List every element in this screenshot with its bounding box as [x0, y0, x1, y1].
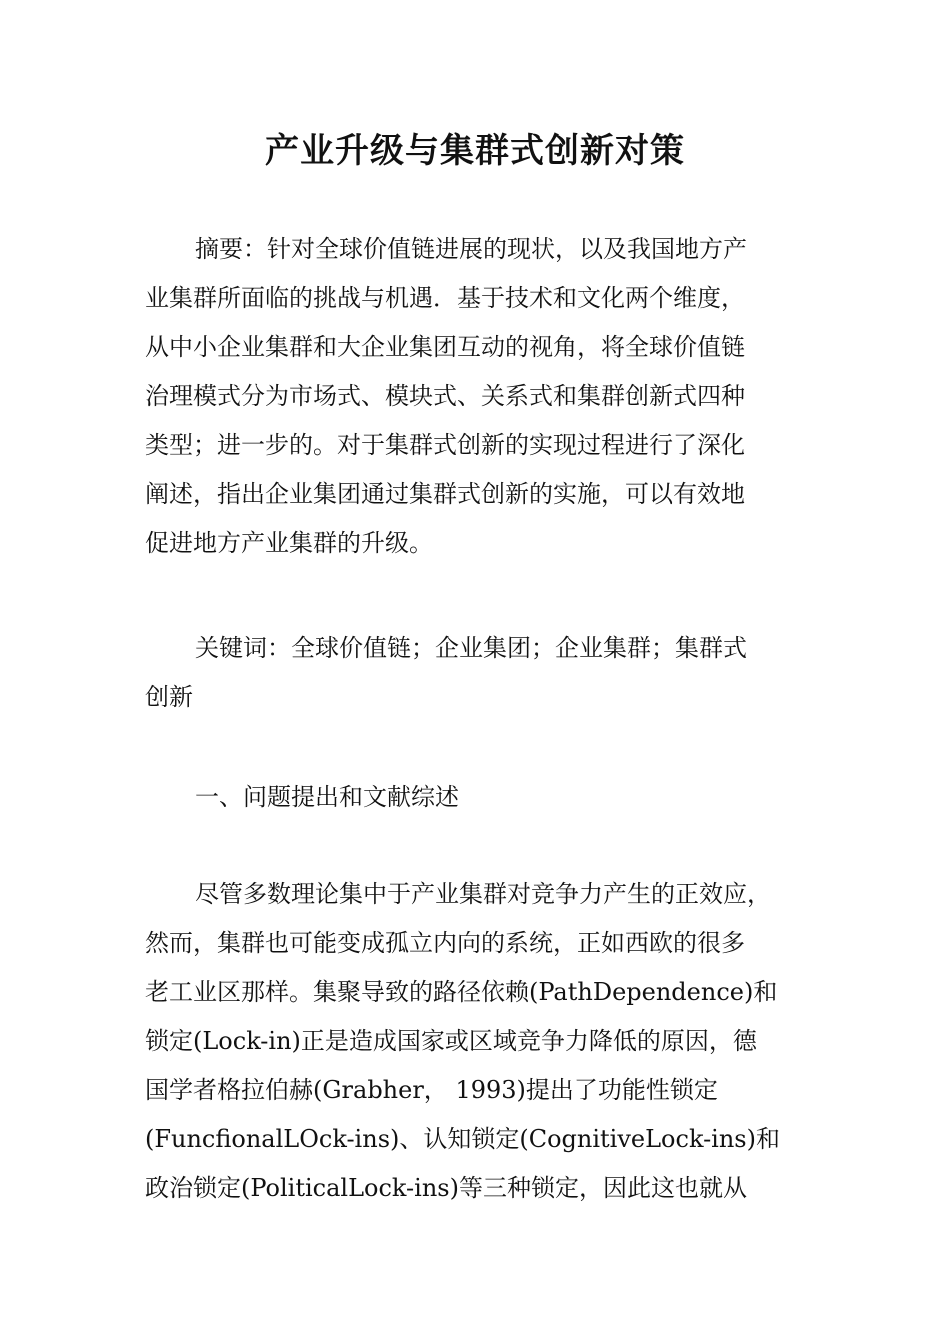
- abstract-line: 类型；进一步的。对于集群式创新的实现过程进行了深化: [145, 431, 745, 459]
- page-title: 产业升级与集群式创新对策: [265, 131, 685, 171]
- paragraph-line: 国学者格拉伯赫(Grabher， 1993)提出了功能性锁定: [145, 1076, 718, 1104]
- abstract-line: 从中小企业集群和大企业集团互动的视角，将全球价值链: [145, 333, 745, 361]
- section-heading: [145, 773, 810, 822]
- keywords-line: 创新: [145, 683, 193, 711]
- paragraph-line: (FuncfionalLOck-ins)、认知锁定(CognitiveLock-ins)和: [145, 1125, 780, 1153]
- section-paragraph: [145, 870, 810, 1213]
- abstract-line: 治理模式分为市场式、模块式、关系式和集群创新式四种: [145, 382, 745, 410]
- paragraph-line: 然而，集群也可能变成孤立内向的系统，正如西欧的很多: [145, 929, 745, 957]
- paragraph-line: 锁定(Lock-in)正是造成国家或区域竞争力降低的原因，德: [145, 1027, 757, 1055]
- abstract-line: 业集群所面临的挑战与机遇．基于技术和文化两个维度，: [145, 284, 745, 312]
- paragraph-line: 老工业区那样。集聚导致的路径依赖(PathDependence)和: [145, 978, 778, 1006]
- abstract-line: 促进地方产业集群的升级。: [145, 529, 433, 557]
- keywords-paragraph: [145, 624, 810, 722]
- abstract-line: 阐述，指出企业集团通过集群式创新的实施，可以有效地: [145, 480, 745, 508]
- keywords-line: 关键词：全球价值链；企业集团；企业集群；集群式: [195, 634, 747, 662]
- section-heading-text: 一、问题提出和文献综述: [195, 783, 459, 811]
- abstract-paragraph: [145, 225, 810, 568]
- paragraph-line: 尽管多数理论集中于产业集群对竞争力产生的正效应，: [195, 880, 771, 908]
- paragraph-line: 政治锁定(PoliticalLock-ins)等三种锁定，因此这也就从: [145, 1174, 747, 1202]
- abstract-line: 摘要：针对全球价值链进展的现状，以及我国地方产: [195, 235, 747, 263]
